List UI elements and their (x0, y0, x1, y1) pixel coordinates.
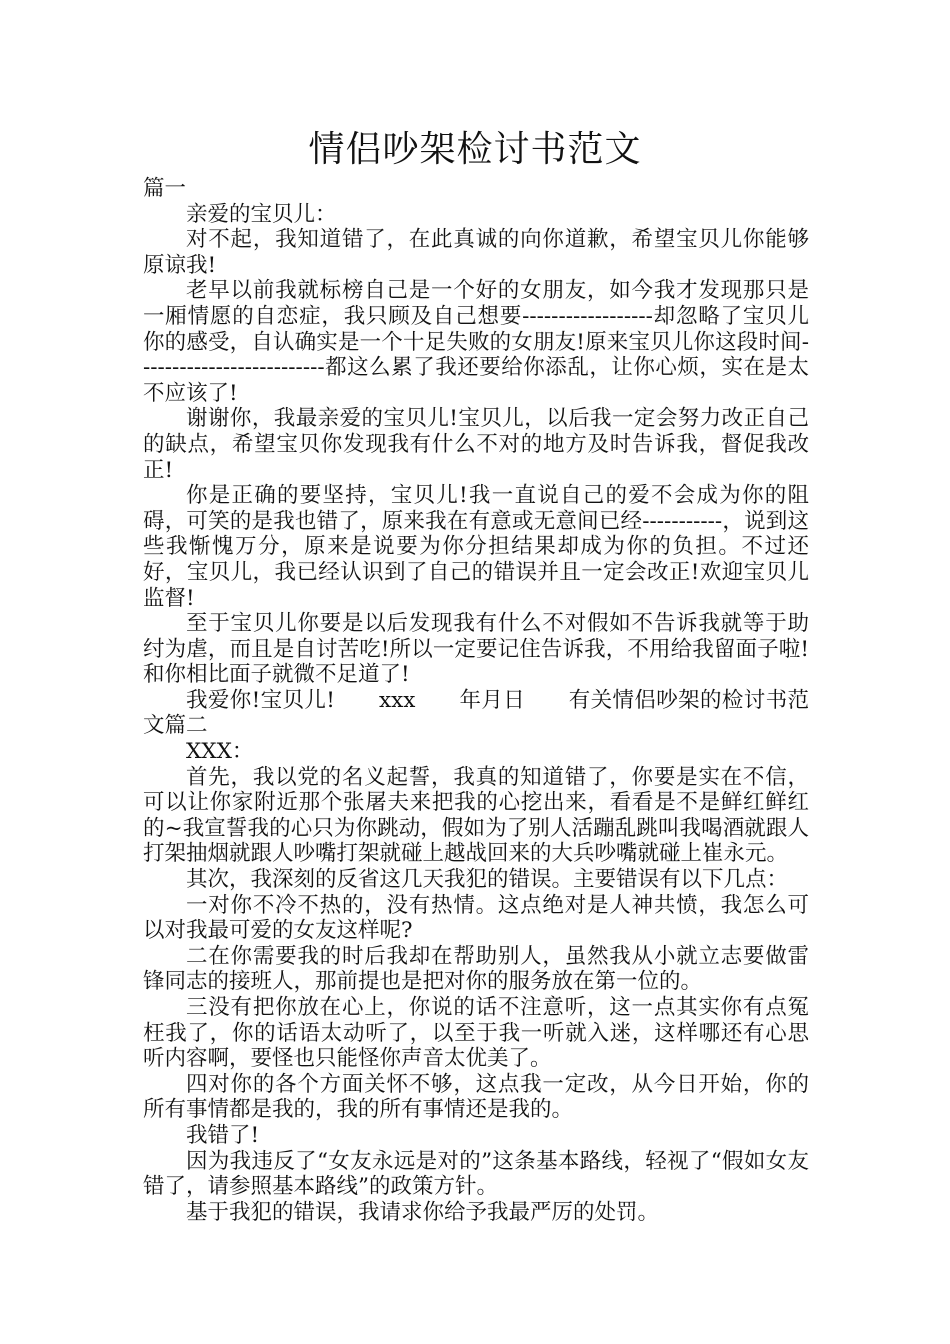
paragraph: 因为我违反了“女友永远是对的”这条基本路线，轻视了“假如女友错了，请参照基本路线”的政策方针。 (143, 1148, 809, 1200)
paragraph: 篇一 (143, 176, 187, 201)
paragraph: 基于我犯的错误，我请求你给予我最严厉的处罚。 (186, 1199, 660, 1225)
document-title: 情侣吵架检讨书范文 (308, 129, 642, 170)
paragraph: 至于宝贝儿你要是以后发现我有什么不对假如不告诉我就等于助纣为虐，而且是自讨苦吃!所以一定要记住告诉我，不用给我留面子啦!和你相比面子就微不足道了! (143, 611, 809, 688)
paragraph: 二在你需要我的时后我却在帮助别人，虽然我从小就立志要做雷锋同志的接班人，那前提也是把对你的服务放在第一位的。 (143, 943, 809, 995)
paragraph: 谢谢你，我最亲爱的宝贝儿!宝贝儿，以后我一定会努力改正自己的缺点，希望宝贝你发现我有什么不对的地方及时告诉我，督促我改正! (143, 406, 809, 483)
paragraph: 首先，我以党的名义起誓，我真的知道错了，你要是实在不信，可以让你家附近那个张屠夫来把我的心挖出来，看看是不是鲜红鲜红的~我宣誓我的心只为你跳动，假如为了别人活蹦乱跳叫我喝酒就跟人打架抽烟就跟人吵嘴打架就碰上越战回来的大兵吵嘴就碰上崔永元。 (143, 764, 809, 867)
paragraph: 老早以前我就标榜自己是一个好的女朋友，如今我才发现那只是一厢情愿的自恋症，我只顾及自己想要------------------却忽略了宝贝儿你的感受，自认确实是一个十足失败的女朋友!原来宝贝儿你这段时间--------------------------都这么累了我还要给你添乱，让你心烦，实在是太不应该了! (143, 278, 809, 406)
paragraph: 一对你不冷不热的，没有热情。这点绝对是人神共愤，我怎么可以对我最可爱的女友这样呢? (143, 892, 809, 944)
paragraph: 对不起，我知道错了，在此真诚的向你道歉，希望宝贝儿你能够原谅我! (143, 227, 809, 278)
paragraph: 三没有把你放在心上，你说的话不注意听，这一点其实你有点冤枉我了，你的话语太动听了，以至于我一听就入迷，这样哪还有心思听内容啊，要怪也只能怪你声音太优美了。 (143, 995, 809, 1072)
paragraph: 其次，我深刻的反省这几天我犯的错误。主要错误有以下几点： (186, 867, 789, 893)
paragraph: XXX： (186, 739, 254, 765)
paragraph: 我错了! (186, 1122, 260, 1148)
paragraph: 我爱你!宝贝儿! xxx 年月日 有关情侣吵架的检讨书范文篇二 (143, 687, 809, 739)
paragraph: 四对你的各个方面关怀不够，这点我一定改，从今日开始，你的所有事情都是我的，我的所有事情还是我的。 (143, 1071, 809, 1123)
paragraph: 你是正确的要坚持，宝贝儿!我一直说自己的爱不会成为你的阻碍，可笑的是我也错了，原来我在有意或无意间已经-----------，说到这些我惭愧万分，原来是说要为你分担结果却成为你的负担。不过还好，宝贝儿，我已经认识到了自己的错误并且一定会改正!欢迎宝贝儿监督! (143, 483, 809, 611)
paragraph: 亲爱的宝贝儿： (186, 201, 337, 227)
document-body (143, 176, 809, 1225)
